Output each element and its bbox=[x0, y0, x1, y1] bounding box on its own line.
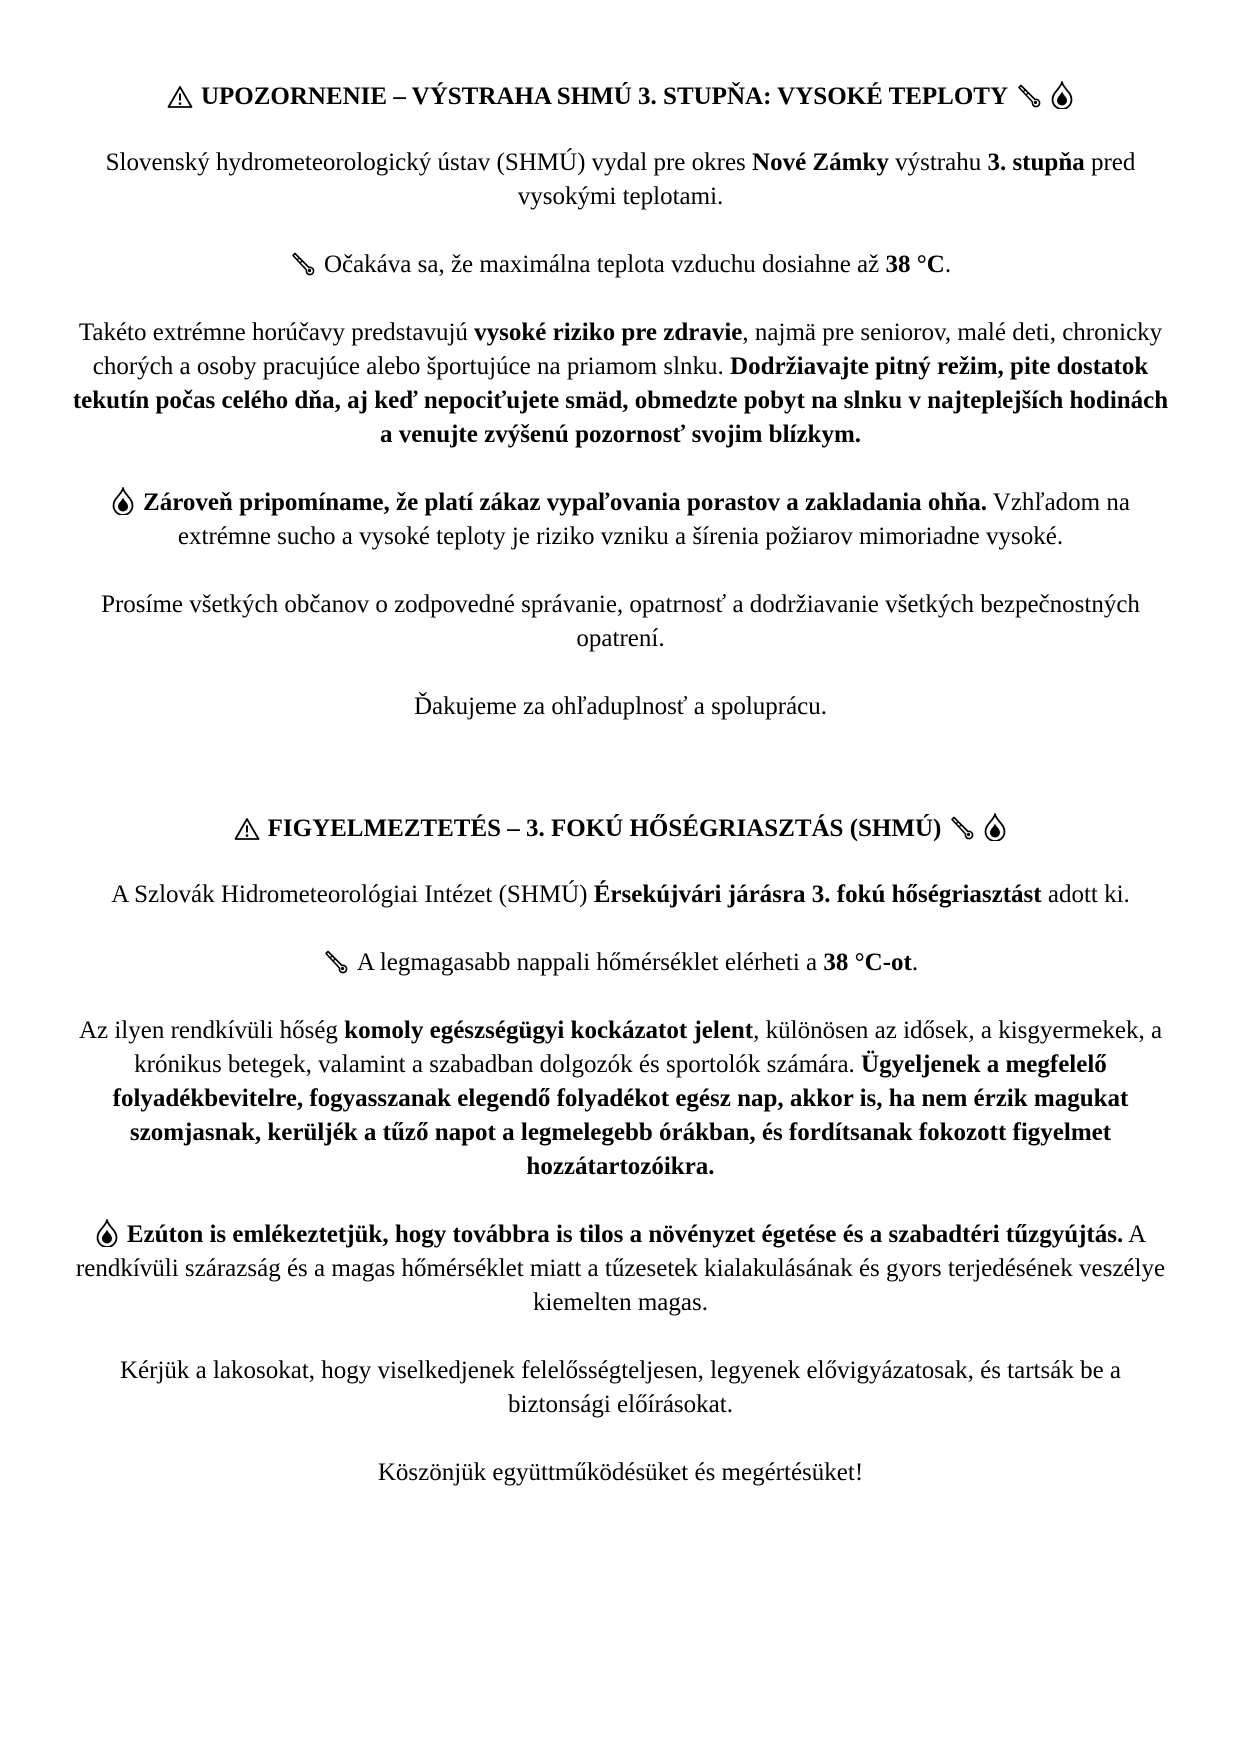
text-run: Očakáva sa, že maximálna teplota vzduchu dosiahne až bbox=[323, 251, 886, 278]
paragraph-hu-1 bbox=[72, 878, 1169, 912]
fire-drop-icon bbox=[95, 1219, 119, 1247]
thermometer-icon bbox=[323, 949, 349, 975]
heading-hungarian-text: FIGYELMEZTETÉS – 3. FOKÚ HŐSÉGRIASZTÁS (SHMÚ) bbox=[267, 815, 942, 842]
text-run: adott ki. bbox=[1041, 881, 1130, 908]
thermometer-icon bbox=[949, 815, 975, 841]
text-run: A legmagasabb nappali hőmérséklet elérheti a bbox=[356, 949, 824, 976]
bold-run: Ezúton is emlékeztetjük, hogy továbbra is tilos a növényzet égetése és a szabadtéri tűzgyújtás. bbox=[126, 1221, 1124, 1248]
text-run: A Szlovák Hidrometeorológiai Intézet (SHMÚ) bbox=[111, 881, 594, 908]
thermometer-icon bbox=[1016, 83, 1042, 109]
heading-slovak bbox=[72, 80, 1169, 114]
heading-slovak-text: UPOZORNENIE – VÝSTRAHA SHMÚ 3. STUPŇA: VYSOKÉ TEPLOTY bbox=[200, 83, 1009, 110]
bold-run: Ügyeljenek a megfelelő folyadékbevitelre, fogyasszanak elegendő folyadékot egész nap, akkor is, ha nem érzik magukat szomjasnak, kerüljék a tűző napot a legmelegebb órákban, és fordítsanak fokozott figyelmet hozzátartozóikra. bbox=[112, 1051, 1129, 1180]
bold-run: 38 °C bbox=[885, 251, 945, 278]
text-run: . bbox=[911, 949, 919, 976]
paragraph-sk-4 bbox=[72, 486, 1169, 554]
section-hungarian bbox=[72, 812, 1169, 1490]
text-run: . bbox=[944, 251, 952, 278]
paragraph-sk-5: Prosíme všetkých občanov o zodpovedné správanie, opatrnosť a dodržiavanie všetkých bezpečnostných opatrení. bbox=[101, 591, 1140, 652]
paragraph-hu-2 bbox=[72, 946, 1169, 980]
text-run: Az ilyen rendkívüli hőség bbox=[78, 1017, 345, 1044]
text-run: , különösen az idősek, a kisgyermekek, a krónikus betegek, valamint a szabadban dolgozók és sportolók számára. bbox=[134, 1017, 1163, 1078]
paragraph-sk-3 bbox=[72, 316, 1169, 452]
bold-run: Nové Zámky bbox=[752, 149, 889, 176]
text-run: výstrahu bbox=[888, 149, 988, 176]
text-run: , najmä pre seniorov, malé deti, chronicky chorých a osoby pracujúce alebo športujúce na priamom slnku. bbox=[92, 319, 1163, 380]
paragraph-hu-4 bbox=[72, 1218, 1169, 1320]
warning-triangle-icon bbox=[234, 817, 260, 841]
paragraph-sk-1 bbox=[72, 146, 1169, 214]
bold-run: Zároveň pripomíname, že platí zákaz vypaľovania porastov a zakladania ohňa. bbox=[143, 489, 987, 516]
paragraph-hu-5: Kérjük a lakosokat, hogy viselkedjenek felelősségteljesen, legyenek elővigyázatosak, és tartsák be a biztonsági előírásokat. bbox=[119, 1357, 1122, 1418]
text-run: Vzhľadom na extrémne sucho a vysoké teploty je riziko vzniku a šírenia požiarov mimoriadne vysoké. bbox=[177, 489, 1130, 550]
thermometer-icon bbox=[290, 251, 316, 277]
fire-drop-icon bbox=[983, 813, 1007, 841]
text-run: pred vysokými teplotami. bbox=[517, 149, 1136, 210]
section-slovak bbox=[72, 80, 1169, 724]
bold-run: vysoké riziko pre zdravie bbox=[474, 319, 743, 346]
paragraph-sk-2 bbox=[72, 248, 1169, 282]
bold-run: 3. stupňa bbox=[987, 149, 1085, 176]
bold-run: Dodržiavajte pitný režim, pite dostatok tekutín počas celého dňa, aj keď nepociťujete smäd, obmedzte pobyt na slnku v najteplejších hodinách a venujte zvýšenú pozornosť svojim blízkym. bbox=[72, 353, 1169, 448]
paragraph-hu-6: Köszönjük együttműködésüket és megértésüket! bbox=[377, 1459, 864, 1486]
text-run: A rendkívüli szárazság és a magas hőmérséklet miatt a tűzesetek kialakulásának és gyors terjedésének veszélye kiemelten magas. bbox=[75, 1221, 1166, 1316]
text-run: Takéto extrémne horúčavy predstavujú bbox=[78, 319, 475, 346]
paragraph-sk-6: Ďakujeme za ohľaduplnosť a spoluprácu. bbox=[413, 693, 828, 720]
bold-run: 38 °C-ot bbox=[823, 949, 912, 976]
heading-hungarian bbox=[72, 812, 1169, 846]
warning-triangle-icon bbox=[167, 85, 193, 109]
text-run: Slovenský hydrometeorologický ústav (SHMÚ) vydal pre okres bbox=[105, 149, 753, 176]
fire-drop-icon bbox=[1050, 81, 1074, 109]
bold-run: Érsekújvári járásra 3. fokú hőségriasztást bbox=[593, 881, 1042, 908]
paragraph-hu-3 bbox=[72, 1014, 1169, 1184]
fire-drop-icon bbox=[111, 487, 135, 515]
bold-run: komoly egészségügyi kockázatot jelent bbox=[344, 1017, 754, 1044]
